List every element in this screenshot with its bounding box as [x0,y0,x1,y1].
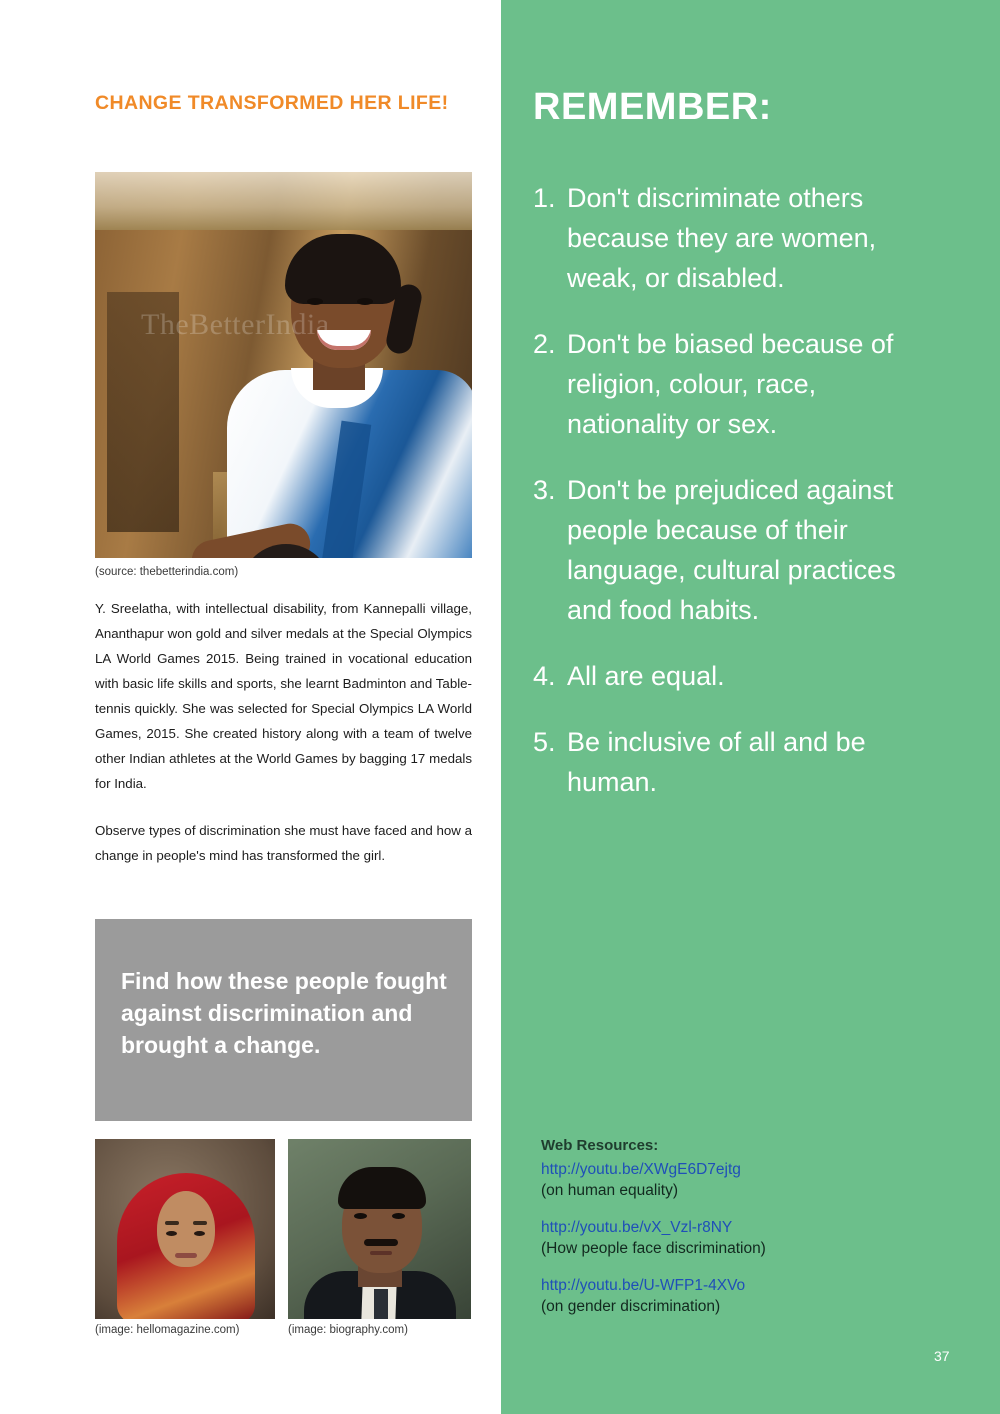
malala-left-brow [165,1221,179,1225]
malala-mouth [175,1253,197,1258]
mlk-tie [374,1289,388,1319]
mlk-moustache [364,1239,398,1246]
web-resources-title: Web Resources: [541,1137,659,1154]
list-item [533,656,933,696]
mlk-right-eye [392,1213,405,1219]
athlete-right-eye [357,298,373,305]
web-resource-note: (How people face discrimination) [541,1240,766,1257]
list-item-label: Don't be biased because of religion, colour, race, nationality or sex. [567,329,894,439]
mlk-left-eye [354,1213,367,1219]
list-item [533,722,933,802]
mlk-photo-caption: (image: biography.com) [288,1324,408,1336]
body-paragraph-1: Y. Sreelatha, with intellectual disability, from Kannepalli village, Ananthapur won gold and silver medals at the Special Olympics LA World Games 2015. Being trained in vocational education with basic life skills and sports, she learnt Badminton and Table-tennis quickly. She was selected for Special Olympics LA World Games, 2015. She created history along with a team of twelve other Indian athletes at the World Games by bagging 17 medals for India. [95,601,472,791]
mlk-mouth [370,1251,392,1255]
column-divider [490,0,501,1414]
list-item [533,470,933,630]
photo-ceiling [95,172,472,230]
remember-list [533,178,933,828]
callout-box [95,919,472,1121]
list-item-number: 3. [533,475,556,505]
malala-right-brow [193,1221,207,1225]
list-item [533,324,933,444]
list-item-label: Don't discriminate others because they are women, weak, or disabled. [567,183,877,293]
photo-watermark: TheBetterIndia [141,308,330,341]
list-item [533,178,933,298]
remember-heading: REMEMBER: [533,86,772,128]
web-resource-item [541,1159,941,1201]
body-paragraph-2: Observe types of discrimination she must have faced and how a change in people's mind has transformed the girl. [95,823,472,863]
athlete-photo [95,172,472,558]
malala-photo [95,1139,275,1319]
malala-left-eye [166,1231,177,1236]
web-resource-link[interactable]: http://youtu.be/U-WFP1-4XVo [541,1277,746,1294]
web-resource-item [541,1275,941,1317]
list-item-label: Don't be prejudiced against people because of their language, cultural practices and food habits. [567,475,896,625]
list-item-label: All are equal. [567,661,725,691]
athlete-photo-caption: (source: thebetterindia.com) [95,566,239,578]
athlete-left-eye [307,298,323,305]
malala-right-eye [194,1231,205,1236]
list-item-number: 5. [533,727,556,757]
web-resource-link[interactable]: http://youtu.be/vX_Vzl-r8NY [541,1219,733,1236]
web-resource-note: (on human equality) [541,1182,678,1199]
web-resource-item [541,1217,941,1259]
martin-luther-king-photo [288,1139,471,1319]
callout-text: Find how these people fought against discrimination and brought a change. [121,968,447,1058]
list-item-number: 4. [533,661,556,691]
mlk-hair [338,1167,426,1209]
web-resources-section [541,1137,941,1333]
list-item-number: 2. [533,329,556,359]
page-title: CHANGE TRANSFORMED HER LIFE! [95,92,449,114]
web-resource-note: (on gender discrimination) [541,1298,721,1315]
page-number: 37 [934,1348,950,1364]
list-item-label: Be inclusive of all and be human. [567,727,866,797]
malala-photo-caption: (image: hellomagazine.com) [95,1324,240,1336]
list-item-number: 1. [533,183,556,213]
web-resource-link[interactable]: http://youtu.be/XWgE6D7ejtg [541,1161,741,1178]
